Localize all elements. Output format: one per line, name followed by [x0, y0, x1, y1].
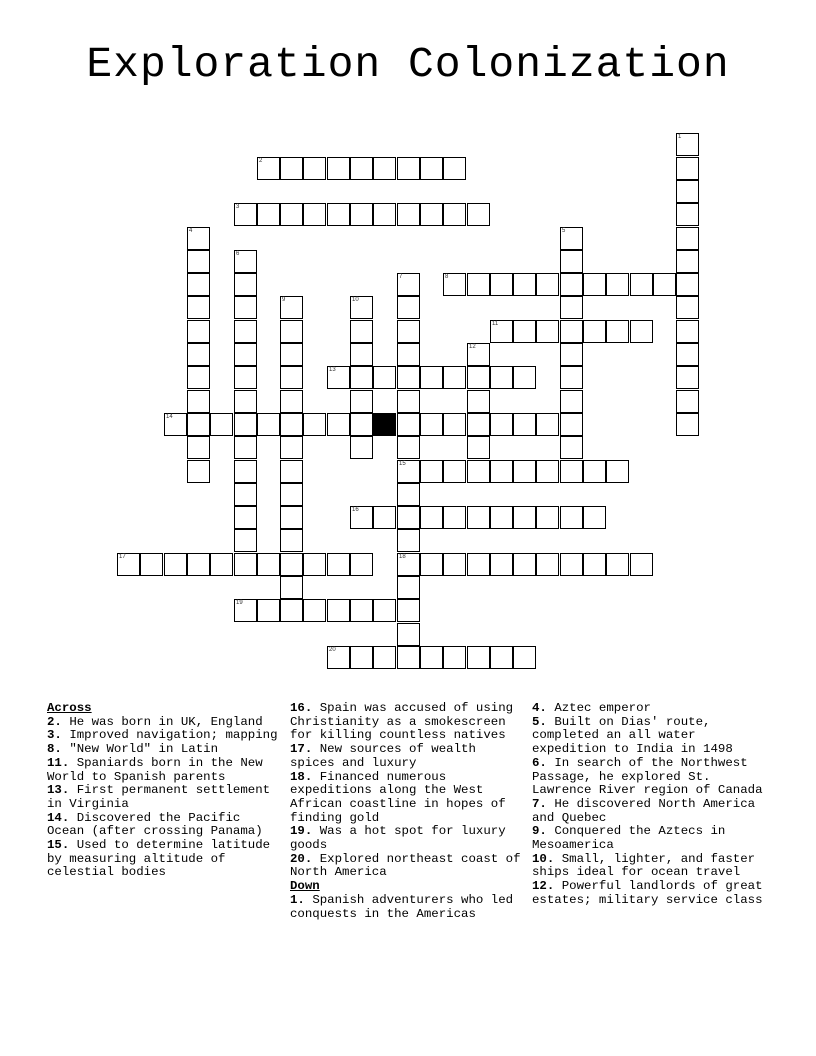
cell-number: 9 — [282, 297, 286, 303]
grid-cell[interactable] — [560, 250, 583, 273]
clue-text: He was born in UK, England — [69, 714, 263, 729]
grid-cell[interactable] — [350, 506, 373, 529]
grid-cell[interactable] — [327, 203, 350, 226]
grid-cell[interactable] — [234, 460, 257, 483]
grid-cell[interactable] — [397, 366, 420, 389]
grid-cell[interactable] — [280, 320, 303, 343]
grid-cell[interactable] — [490, 553, 513, 576]
grid-cell[interactable] — [397, 646, 420, 669]
grid-cell[interactable] — [257, 413, 280, 436]
grid-cell[interactable] — [606, 320, 629, 343]
grid-cell[interactable] — [676, 390, 699, 413]
across-clue — [290, 702, 522, 743]
grid-cell[interactable] — [583, 506, 606, 529]
grid-cell[interactable] — [420, 460, 443, 483]
clue-number: 13. — [47, 783, 70, 798]
grid-cell[interactable] — [467, 343, 490, 366]
grid-cell[interactable] — [234, 203, 257, 226]
grid-cell[interactable] — [676, 180, 699, 203]
grid-cell[interactable] — [187, 390, 210, 413]
grid-cell[interactable] — [467, 436, 490, 459]
clue-number: 6. — [532, 755, 547, 770]
grid-cell[interactable] — [187, 366, 210, 389]
grid-cell[interactable] — [397, 483, 420, 506]
cell-number: 14 — [166, 414, 173, 420]
clue-number: 9. — [532, 824, 547, 839]
grid-cell[interactable] — [234, 436, 257, 459]
grid-cell[interactable] — [676, 320, 699, 343]
grid-cell[interactable] — [397, 436, 420, 459]
across-heading: Across — [47, 701, 92, 715]
grid-cell[interactable] — [280, 436, 303, 459]
grid-cell[interactable] — [560, 343, 583, 366]
grid-cell[interactable] — [560, 506, 583, 529]
down-heading: Down — [290, 879, 320, 894]
down-clue — [532, 880, 772, 907]
clue-text: In search of the Northwest Passage, he explored St. Lawrence River region of Canada — [532, 755, 763, 798]
cell-number: 18 — [399, 554, 406, 560]
across-clue — [47, 743, 279, 757]
grid-cell[interactable] — [234, 273, 257, 296]
grid-cell[interactable] — [187, 436, 210, 459]
grid-cell[interactable] — [676, 157, 699, 180]
grid-cell[interactable] — [676, 203, 699, 226]
grid-cell[interactable] — [560, 366, 583, 389]
grid-cell[interactable] — [560, 227, 583, 250]
grid-cell[interactable] — [257, 553, 280, 576]
grid-cell[interactable] — [560, 390, 583, 413]
clue-text: First permanent settlement in Virginia — [47, 783, 271, 811]
grid-cell[interactable] — [490, 460, 513, 483]
grid-cell[interactable] — [234, 529, 257, 552]
grid-cell[interactable] — [443, 273, 466, 296]
grid-cell[interactable] — [536, 460, 559, 483]
grid-cell[interactable] — [350, 599, 373, 622]
clue-text: He discovered North America and Quebec — [532, 796, 756, 825]
grid-cell[interactable] — [280, 390, 303, 413]
grid-cell[interactable] — [187, 553, 210, 576]
grid-cell[interactable] — [513, 366, 536, 389]
clue-number: 19. — [290, 824, 313, 839]
clue-number: 5. — [532, 714, 547, 729]
grid-cell[interactable] — [280, 157, 303, 180]
across-clue — [290, 825, 522, 852]
grid-cell[interactable] — [234, 250, 257, 273]
grid-cell[interactable] — [490, 320, 513, 343]
grid-cell[interactable] — [513, 320, 536, 343]
clue-number: 7. — [532, 796, 547, 811]
grid-cell[interactable] — [234, 343, 257, 366]
clue-text: Conquered the Aztecs in Mesoamerica — [532, 824, 726, 853]
grid-cell[interactable] — [467, 646, 490, 669]
across-clue — [290, 743, 522, 770]
grid-cell[interactable] — [443, 157, 466, 180]
cell-number: 3 — [236, 204, 240, 210]
grid-cell[interactable] — [676, 343, 699, 366]
grid-cell[interactable] — [164, 413, 187, 436]
grid-cell[interactable] — [303, 203, 326, 226]
grid-cell[interactable] — [234, 483, 257, 506]
grid-cell[interactable] — [350, 390, 373, 413]
grid-cell[interactable] — [560, 553, 583, 576]
clue-number: 3. — [47, 728, 62, 743]
grid-cell[interactable] — [257, 157, 280, 180]
grid-cell[interactable] — [164, 553, 187, 576]
grid-cell[interactable] — [350, 157, 373, 180]
grid-cell[interactable] — [350, 203, 373, 226]
grid-cell[interactable] — [397, 157, 420, 180]
grid-cell[interactable] — [327, 413, 350, 436]
down-clue — [532, 757, 772, 798]
grid-cell[interactable] — [583, 320, 606, 343]
clue-text: Spanish adventurers who led conquests in the Americas — [290, 892, 514, 921]
clue-text: New sources of wealth spices and luxury — [290, 742, 476, 770]
down-clue — [532, 702, 772, 716]
grid-cell[interactable] — [420, 366, 443, 389]
across-clue — [47, 757, 279, 784]
grid-cell[interactable] — [397, 296, 420, 319]
grid-cell[interactable] — [583, 460, 606, 483]
grid-cell[interactable] — [490, 273, 513, 296]
cell-number: 8 — [445, 274, 449, 280]
clue-number: 16. — [290, 701, 313, 715]
cell-number: 5 — [562, 228, 566, 234]
grid-cell[interactable] — [536, 273, 559, 296]
cell-number: 16 — [352, 507, 359, 513]
grid-cell[interactable] — [467, 390, 490, 413]
clue-text: Financed numerous expeditions along the West African coastline in hopes of finding gold — [290, 769, 506, 825]
grid-cell[interactable] — [187, 413, 210, 436]
grid-cell[interactable] — [443, 553, 466, 576]
grid-cell[interactable] — [490, 506, 513, 529]
grid-cell[interactable] — [280, 203, 303, 226]
grid-cell[interactable] — [234, 366, 257, 389]
across-clue — [47, 784, 279, 811]
clues-column-2 — [290, 702, 522, 921]
grid-cell[interactable] — [234, 553, 257, 576]
clue-text: "New World" in Latin — [69, 742, 219, 757]
grid-cell[interactable] — [397, 553, 420, 576]
cell-number: 4 — [189, 228, 193, 234]
grid-cell[interactable] — [653, 273, 676, 296]
grid-cell[interactable] — [443, 460, 466, 483]
grid-cell[interactable] — [513, 413, 536, 436]
grid-cell[interactable] — [420, 553, 443, 576]
grid-cell[interactable] — [327, 366, 350, 389]
grid-cell[interactable] — [397, 460, 420, 483]
grid-cell[interactable] — [630, 273, 653, 296]
grid-cell[interactable] — [560, 296, 583, 319]
grid-cell[interactable] — [443, 203, 466, 226]
cell-number: 19 — [236, 600, 243, 606]
grid-cell[interactable] — [350, 320, 373, 343]
grid-cell[interactable] — [327, 553, 350, 576]
grid-cell[interactable] — [350, 296, 373, 319]
clue-text: Spain was accused of using Christianity as a smokescreen for killing countless natives — [290, 701, 514, 743]
grid-cell[interactable] — [187, 460, 210, 483]
grid-cell[interactable] — [397, 390, 420, 413]
grid-cell[interactable] — [280, 343, 303, 366]
puzzle-title: Exploration Colonization — [86, 40, 730, 89]
grid-cell[interactable] — [443, 646, 466, 669]
grid-cell[interactable] — [560, 436, 583, 459]
grid-cell[interactable] — [560, 413, 583, 436]
grid-cell[interactable] — [350, 646, 373, 669]
grid-cell[interactable] — [327, 599, 350, 622]
grid-cell[interactable] — [234, 296, 257, 319]
clue-number: 4. — [532, 701, 547, 715]
grid-cell[interactable] — [490, 413, 513, 436]
grid-cell[interactable] — [606, 273, 629, 296]
grid-cell[interactable] — [467, 553, 490, 576]
grid-cell[interactable] — [467, 366, 490, 389]
grid-cell[interactable] — [327, 157, 350, 180]
grid-cell[interactable] — [490, 646, 513, 669]
clue-number: 1. — [290, 892, 305, 907]
grid-cell[interactable] — [397, 599, 420, 622]
grid-cell[interactable] — [536, 413, 559, 436]
clues-column-3 — [532, 702, 772, 908]
grid-cell[interactable] — [513, 553, 536, 576]
cell-number: 13 — [329, 367, 336, 373]
across-clue — [290, 853, 522, 880]
across-clue — [47, 716, 279, 730]
grid-cell[interactable] — [350, 436, 373, 459]
grid-cell[interactable] — [536, 320, 559, 343]
clue-text: Aztec emperor — [554, 701, 651, 715]
grid-cell[interactable] — [280, 599, 303, 622]
grid-cell[interactable] — [443, 413, 466, 436]
grid-cell[interactable] — [397, 623, 420, 646]
grid-cell[interactable] — [583, 553, 606, 576]
cell-number: 1 — [678, 134, 682, 140]
clue-text: Discovered the Pacific Ocean (after crossing Panama) — [47, 810, 263, 839]
grid-cell[interactable] — [467, 460, 490, 483]
grid-cell[interactable] — [280, 529, 303, 552]
down-clue — [290, 894, 522, 921]
grid-cell[interactable] — [583, 273, 606, 296]
cell-number: 12 — [469, 344, 476, 350]
grid-cell[interactable] — [513, 646, 536, 669]
grid-cell[interactable] — [676, 133, 699, 156]
grid-cell[interactable] — [373, 506, 396, 529]
clue-text: Built on Dias' route, completed an all water expedition to India in 1498 — [532, 714, 733, 757]
grid-cell[interactable] — [397, 413, 420, 436]
grid-cell[interactable] — [560, 460, 583, 483]
grid-cell[interactable] — [676, 250, 699, 273]
grid-cell[interactable] — [350, 413, 373, 436]
grid-cell[interactable] — [187, 250, 210, 273]
grid-cell[interactable] — [373, 203, 396, 226]
clue-number: 14. — [47, 810, 70, 825]
grid-cell[interactable] — [234, 320, 257, 343]
down-clue — [532, 825, 772, 852]
cell-number: 10 — [352, 297, 359, 303]
grid-cell[interactable] — [513, 506, 536, 529]
grid-cell[interactable] — [397, 576, 420, 599]
clue-number: 11. — [47, 755, 70, 770]
grid-cell[interactable] — [234, 413, 257, 436]
grid-cell[interactable] — [280, 483, 303, 506]
grid-cell[interactable] — [350, 553, 373, 576]
grid-black-cell — [373, 413, 396, 436]
clue-number: 15. — [47, 838, 70, 853]
cell-number: 6 — [236, 251, 240, 257]
grid-cell[interactable] — [280, 506, 303, 529]
grid-cell[interactable] — [187, 273, 210, 296]
grid-cell[interactable] — [420, 203, 443, 226]
grid-cell[interactable] — [467, 506, 490, 529]
grid-cell[interactable] — [350, 366, 373, 389]
grid-cell[interactable] — [373, 599, 396, 622]
across-clue — [290, 771, 522, 826]
grid-cell[interactable] — [280, 553, 303, 576]
grid-cell[interactable] — [350, 343, 373, 366]
grid-cell[interactable] — [606, 553, 629, 576]
grid-cell[interactable] — [187, 296, 210, 319]
cell-number: 2 — [259, 158, 263, 164]
grid-cell[interactable] — [397, 506, 420, 529]
grid-cell[interactable] — [676, 366, 699, 389]
down-clue — [532, 798, 772, 825]
grid-cell[interactable] — [443, 506, 466, 529]
grid-cell[interactable] — [513, 273, 536, 296]
grid-cell[interactable] — [280, 460, 303, 483]
clue-number: 18. — [290, 769, 313, 784]
cell-number: 20 — [329, 647, 336, 653]
grid-cell[interactable] — [280, 413, 303, 436]
grid-cell[interactable] — [234, 390, 257, 413]
clues-column-1 — [47, 702, 279, 880]
grid-cell[interactable] — [536, 553, 559, 576]
grid-cell[interactable] — [676, 413, 699, 436]
clue-text: Small, lighter, and faster ships ideal for ocean travel — [532, 851, 756, 880]
grid-cell[interactable] — [420, 413, 443, 436]
grid-cell[interactable] — [443, 366, 466, 389]
clue-number: 8. — [47, 742, 62, 757]
across-clue — [47, 839, 279, 880]
grid-cell[interactable] — [187, 343, 210, 366]
grid-cell[interactable] — [397, 320, 420, 343]
clue-text: Explored northeast coast of North America — [290, 851, 521, 880]
grid-cell[interactable] — [397, 203, 420, 226]
grid-cell[interactable] — [397, 529, 420, 552]
down-clue — [532, 716, 772, 757]
cell-number: 15 — [399, 461, 406, 467]
grid-cell[interactable] — [303, 413, 326, 436]
grid-cell[interactable] — [187, 227, 210, 250]
grid-cell[interactable] — [257, 203, 280, 226]
clue-number: 20. — [290, 851, 313, 866]
grid-cell[interactable] — [676, 296, 699, 319]
clue-number: 2. — [47, 714, 62, 729]
grid-cell[interactable] — [140, 553, 163, 576]
grid-cell[interactable] — [467, 203, 490, 226]
clue-number: 12. — [532, 879, 555, 894]
grid-cell[interactable] — [234, 599, 257, 622]
grid-cell[interactable] — [420, 506, 443, 529]
grid-cell[interactable] — [676, 227, 699, 250]
grid-cell[interactable] — [420, 157, 443, 180]
grid-cell[interactable] — [630, 320, 653, 343]
grid-cell[interactable] — [257, 599, 280, 622]
clue-number: 17. — [290, 742, 313, 757]
clue-text: Was a hot spot for luxury goods — [290, 824, 506, 853]
grid-cell[interactable] — [117, 553, 140, 576]
grid-cell[interactable] — [303, 599, 326, 622]
grid-cell[interactable] — [303, 553, 326, 576]
grid-cell[interactable] — [280, 296, 303, 319]
grid-cell[interactable] — [467, 413, 490, 436]
grid-cell[interactable] — [560, 320, 583, 343]
grid-cell[interactable] — [210, 553, 233, 576]
grid-cell[interactable] — [280, 366, 303, 389]
grid-cell[interactable] — [536, 506, 559, 529]
grid-cell[interactable] — [467, 273, 490, 296]
grid-cell[interactable] — [210, 413, 233, 436]
clue-text: Powerful landlords of great estates; military service class — [532, 879, 763, 907]
clue-number: 10. — [532, 851, 555, 866]
down-clue — [532, 853, 772, 880]
cell-number: 7 — [399, 274, 403, 280]
grid-cell[interactable] — [490, 366, 513, 389]
grid-cell[interactable] — [397, 343, 420, 366]
cell-number: 11 — [492, 321, 499, 327]
grid-cell[interactable] — [630, 553, 653, 576]
grid-cell[interactable] — [280, 576, 303, 599]
grid-cell[interactable] — [420, 646, 443, 669]
grid-cell[interactable] — [513, 460, 536, 483]
grid-cell[interactable] — [397, 273, 420, 296]
grid-cell[interactable] — [373, 366, 396, 389]
grid-cell[interactable] — [234, 506, 257, 529]
grid-cell[interactable] — [676, 273, 699, 296]
grid-cell[interactable] — [606, 460, 629, 483]
grid-cell[interactable] — [303, 157, 326, 180]
clue-text: Used to determine latitude by measuring altitude of celestial bodies — [47, 838, 271, 880]
cell-number: 17 — [119, 554, 126, 560]
grid-cell[interactable] — [327, 646, 350, 669]
grid-cell[interactable] — [187, 320, 210, 343]
clue-text: Spaniards born in the New World to Spanish parents — [47, 755, 263, 784]
clue-text: Improved navigation; mapping — [69, 728, 278, 743]
across-clue — [47, 812, 279, 839]
grid-cell[interactable] — [373, 157, 396, 180]
across-clue — [47, 729, 279, 743]
grid-cell[interactable] — [373, 646, 396, 669]
grid-cell[interactable] — [560, 273, 583, 296]
